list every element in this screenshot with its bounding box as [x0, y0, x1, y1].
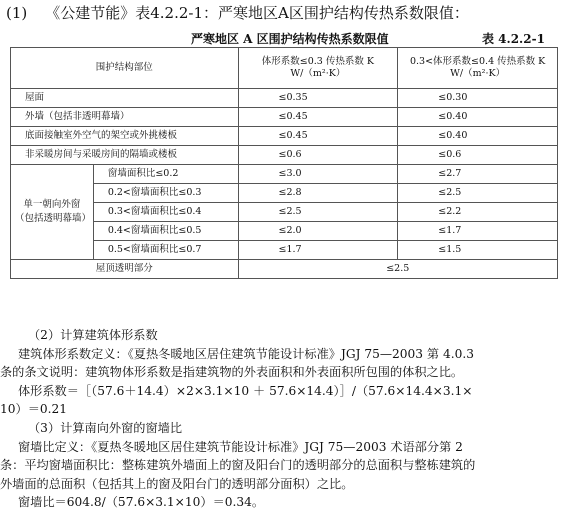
row-value-low: ≤2.8	[238, 184, 398, 203]
heading-text: 《公建节能》表4.2.2-1：严寒地区A区围护结构传热系数限值：	[45, 4, 469, 22]
table-row	[11, 260, 558, 279]
table-row	[11, 184, 558, 203]
row-value-high: ≤0.6	[398, 146, 558, 165]
table-id: 表 4.2.2-1	[482, 32, 545, 46]
window-ratio-label: 0.2<窗墙面积比≤0.3	[93, 184, 238, 203]
table-row	[11, 127, 558, 146]
heat-transfer-limits-table	[10, 47, 558, 279]
window-ratio-label: 0.3<窗墙面积比≤0.4	[93, 203, 238, 222]
section-2-line: 10）＝0.21	[0, 402, 68, 417]
section-3-line: 窗墙比＝604.8/（57.6×3.1×10）＝0.34。	[18, 495, 265, 510]
row-value-high: ≤0.40	[398, 127, 558, 146]
row-value-high: ≤2.2	[398, 203, 558, 222]
calculation-text	[0, 326, 562, 512]
section-2-line: 建筑体形系数定义：《夏热冬暖地区居住建筑节能设计标准》JGJ 75—2003 第 4.0.3	[18, 346, 475, 361]
section-3-line: 外墙面的总面积（包括其上的窗及阳台门的透明部分面积）之比。	[0, 476, 354, 491]
row-value-high: ≤0.30	[398, 89, 558, 108]
window-ratio-label: 窗墙面积比≤0.2	[93, 165, 238, 184]
section-2-line: 条的条文说明：建筑物体形系数是指建筑物的外表面积和外表面积所包围的体积之比。	[0, 365, 464, 380]
row-label: 底面接触室外空气的架空或外挑楼板	[11, 127, 239, 146]
header-shape-coef-low-line1: 体形系数≤0.3 传热系数 K	[261, 56, 374, 67]
row-value-low: ≤2.0	[238, 222, 398, 241]
section-2-line: 体形系数＝［（57.6＋14.4）×2×3.1×10 ＋ 57.6×14.4）］/（57.6×14.4×3.1×	[18, 383, 473, 398]
window-group-line1: 单一朝向外窗	[23, 199, 81, 210]
row-value-high: ≤2.7	[398, 165, 558, 184]
table-row	[11, 222, 558, 241]
table-row	[11, 241, 558, 260]
header-shape-coef-low	[238, 48, 398, 89]
row-value-low: ≤2.5	[238, 203, 398, 222]
window-ratio-label: 0.5<窗墙面积比≤0.7	[93, 241, 238, 260]
window-group-line2: （包括透明幕墙）	[15, 213, 92, 224]
roof-transparent-label: 屋顶透明部分	[11, 260, 239, 279]
header-envelope-part: 围护结构部位	[11, 48, 239, 89]
table-row	[11, 108, 558, 127]
header-shape-coef-low-line2: W/（m²·K）	[290, 68, 346, 79]
row-label: 屋面	[11, 89, 239, 108]
row-value-high: ≤1.5	[398, 241, 558, 260]
row-value-low: ≤0.35	[238, 89, 398, 108]
row-value-low: ≤0.45	[238, 108, 398, 127]
table-title: 严寒地区 A 区围护结构传热系数限值	[191, 32, 389, 46]
table-header-row	[11, 48, 558, 89]
table-caption	[0, 30, 562, 48]
row-value-low: ≤3.0	[238, 165, 398, 184]
roof-transparent-value: ≤2.5	[238, 260, 557, 279]
section-3-line: 窗墙比定义：《夏热冬暖地区居住建筑节能设计标准》JGJ 75—2003 术语部分第 2	[18, 439, 463, 454]
window-group-label	[11, 165, 94, 260]
section-3-heading: （3）计算南向外窗的窗墙比	[28, 420, 183, 435]
table-row	[11, 89, 558, 108]
header-shape-coef-high	[398, 48, 558, 89]
header-shape-coef-high-line2: W/（m²·K）	[450, 68, 506, 79]
section-2-heading: （2）计算建筑体形系数	[28, 328, 158, 342]
window-ratio-label: 0.4<窗墙面积比≤0.5	[93, 222, 238, 241]
table-row	[11, 203, 558, 222]
heading-number: (1)	[6, 4, 28, 22]
row-label: 非采暖房间与采暖房间的隔墙或楼板	[11, 146, 239, 165]
row-value-low: ≤1.7	[238, 241, 398, 260]
table-row	[11, 165, 558, 184]
row-label: 外墙（包括非透明幕墙）	[11, 108, 239, 127]
table-row	[11, 146, 558, 165]
row-value-high: ≤2.5	[398, 184, 558, 203]
document-heading	[6, 2, 469, 23]
row-value-low: ≤0.6	[238, 146, 398, 165]
row-value-high: ≤0.40	[398, 108, 558, 127]
header-shape-coef-high-line1: 0.3<体形系数≤0.4 传热系数 K	[409, 56, 546, 67]
row-value-high: ≤1.7	[398, 222, 558, 241]
row-value-low: ≤0.45	[238, 127, 398, 146]
section-3-line: 条：平均窗墙面积比：整栋建筑外墙面上的窗及阳台门的透明部分的总面积与整栋建筑的	[0, 458, 476, 473]
